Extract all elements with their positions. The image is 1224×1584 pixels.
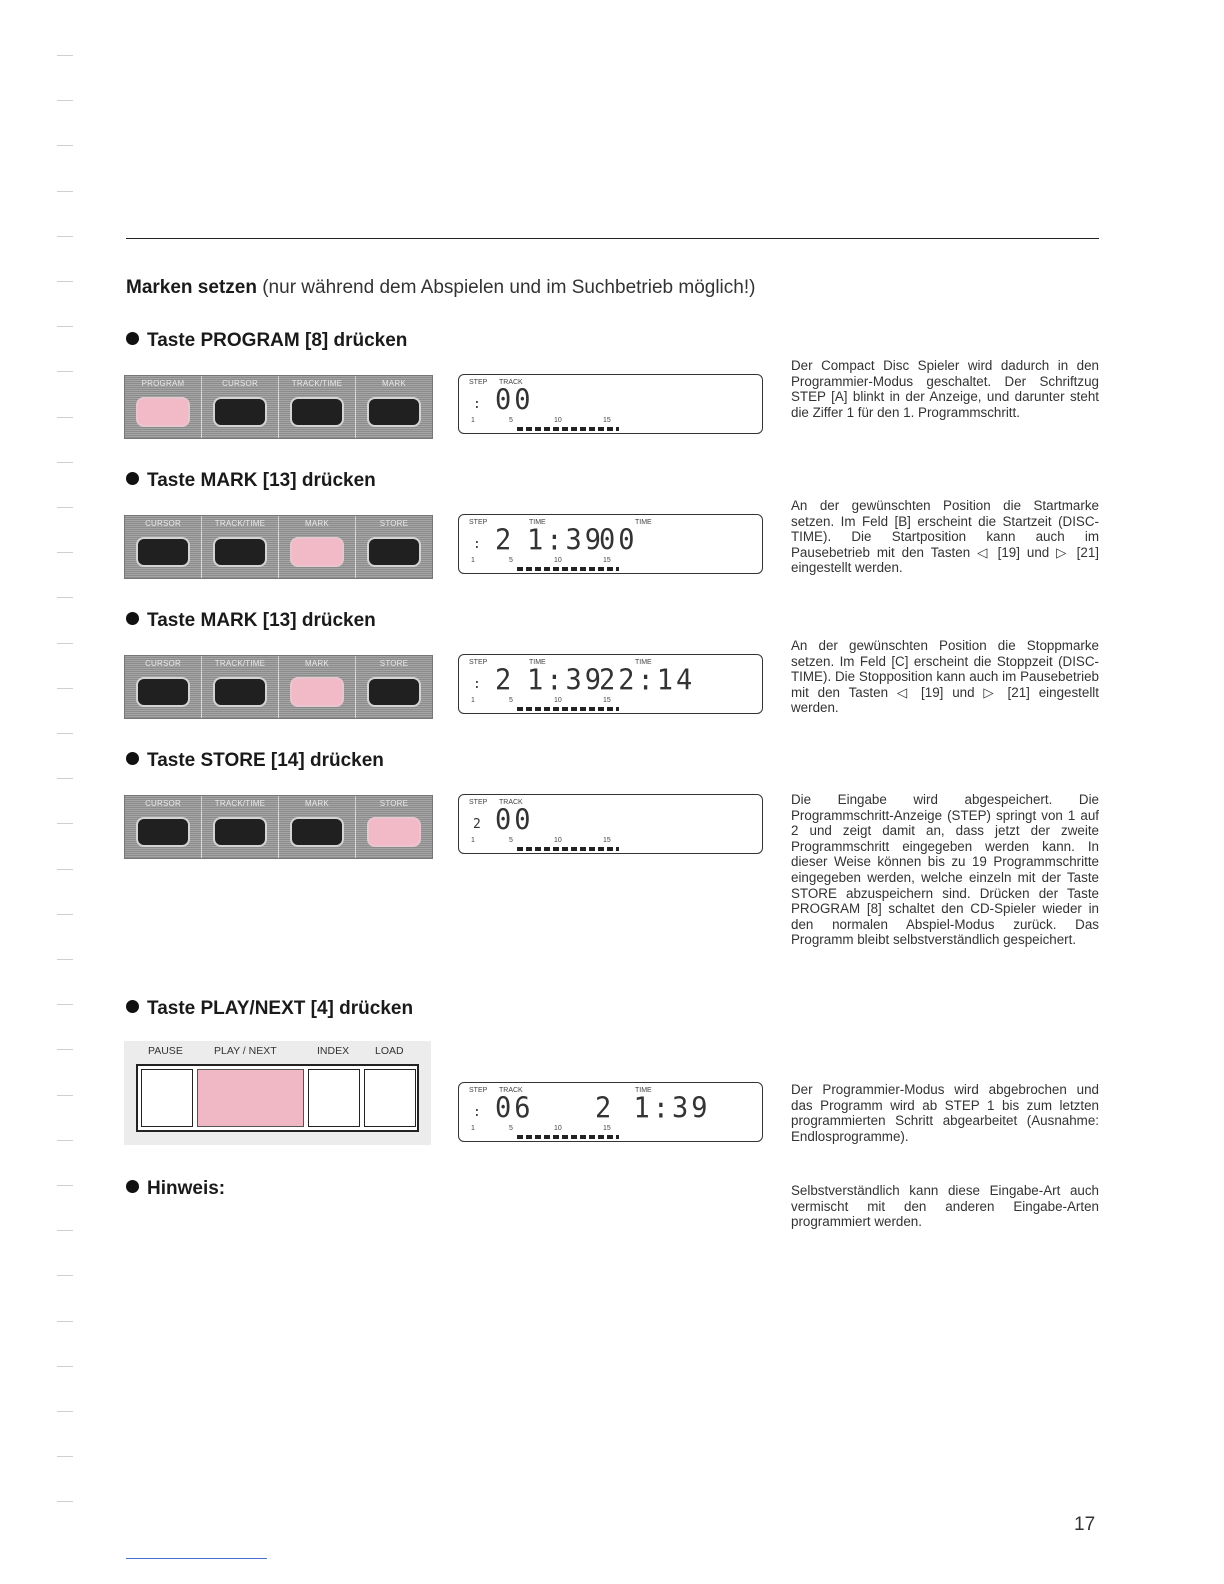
margin-tick [57,1185,73,1186]
margin-tick [57,1049,73,1050]
bullet-icon [126,472,139,485]
track-time-key [213,677,267,707]
margin-tick [57,326,73,327]
button-panel-mark [124,655,433,719]
margin-tick [57,914,73,915]
step-heading-play-next: Taste PLAY/NEXT [4] drücken [126,998,413,1020]
margin-tick [57,688,73,689]
margin-tick [57,823,73,824]
button-panel-program [124,375,433,439]
load-key [364,1069,416,1127]
margin-tick [57,1004,73,1005]
panel-label: TRACK/TIME [202,656,279,672]
store-key-pressed [367,817,421,847]
panel-label: TRACK/TIME [279,376,356,392]
margin-tick [57,145,73,146]
track-bar [517,567,619,571]
panel-label: CURSOR [202,376,279,392]
bullet-icon [126,1180,139,1193]
margin-tick [57,1095,73,1096]
margin-tick [57,1230,73,1231]
panel-label: STORE [379,659,409,668]
panel-label: INDEX [317,1045,350,1057]
track-bar [517,1135,619,1139]
note-heading: Hinweis: [126,1178,225,1200]
margin-tick [57,1366,73,1367]
margin-tick [57,462,73,463]
margin-tick [57,1411,73,1412]
panel-label: CURSOR [125,656,202,672]
panel-label: CURSOR [125,796,202,812]
cursor-key [136,677,190,707]
track-bar [517,707,619,711]
page-number: 17 [1074,1514,1096,1535]
panel-label: CURSOR [125,516,202,532]
margin-tick [57,371,73,372]
panel-label: MARK [382,379,406,388]
margin-tick [57,100,73,101]
panel-label: PROGRAM [125,376,202,392]
panel-label: STORE [379,519,409,528]
margin-tick [57,1321,73,1322]
margin-tick [57,55,73,56]
description-text: Der Programmier-Modus wird abgebrochen und das Programm wird ab STEP 1 bis zum letzten programmierten Schritt abgearbeitet (Ausnahme: Endlosprogramme). [791,1082,1099,1144]
margin-tick [57,417,73,418]
margin-tick [57,236,73,237]
program-key-pressed [136,397,190,427]
cursor-key [136,817,190,847]
track-time-key [213,537,267,567]
step-heading-mark-start: Taste MARK [13] drücken [126,470,376,492]
margin-tick [57,191,73,192]
panel-label: MARK [279,516,356,532]
section-title-bold: Marken setzen [126,277,257,298]
cursor-key [213,397,267,427]
panel-label: MARK [279,796,356,812]
margin-tick [57,281,73,282]
track-time-key [290,397,344,427]
margin-tick [57,597,73,598]
cursor-key [136,537,190,567]
panel-label: LOAD [375,1045,404,1057]
store-key [367,677,421,707]
mark-key [367,397,421,427]
section-title-subtitle: (nur während dem Abspielen und im Suchbetrieb möglich!) [262,277,756,298]
track-bar [517,427,619,431]
description-text: Der Compact Disc Spieler wird dadurch in den Programmier-Modus geschaltet. Der Schriftzug STEP [A] blinkt in der Anzeige, und darunter steht die Ziffer 1 für den 1. Programmschritt. [791,358,1099,420]
button-panel-mark [124,515,433,579]
margin-tick [57,1456,73,1457]
mark-key-pressed [290,537,344,567]
margin-tick [57,1501,73,1502]
lcd-display: STEP TIME TIME : 2 1:39 22:14 1 5 10 15 [458,654,763,714]
panel-label: TRACK/TIME [202,516,279,532]
bullet-icon [126,332,139,345]
button-panel-store [124,795,433,859]
margin-tick [57,778,73,779]
margin-tick [57,552,73,553]
panel-label: PAUSE [148,1045,183,1057]
track-bar [517,847,619,851]
lcd-display: STEP TRACK 2 00 1 5 10 15 [458,794,763,854]
horizontal-rule [126,238,1099,239]
bullet-icon [126,752,139,765]
pause-key [141,1069,193,1127]
margin-tick [57,643,73,644]
panel-label: TRACK/TIME [202,796,279,812]
description-text: An der gewünschten Position die Stoppmarke setzen. Im Feld [C] erscheint die Stoppzeit (DISC-TIME). Die Stopposition kann auch im Pausebetrieb mit den Tasten ◁ [19] und ▷ [21] eingestellt werden. [791,638,1099,716]
store-key [367,537,421,567]
panel-label: STORE [379,799,409,808]
panel-label: MARK [279,656,356,672]
margin-tick [57,1140,73,1141]
lcd-display: STEP TIME TIME : 2 1:39 00 1 5 10 15 [458,514,763,574]
bullet-icon [126,1000,139,1013]
mark-key [290,817,344,847]
margin-tick [57,733,73,734]
description-text: An der gewünschten Position die Startmarke setzen. Im Feld [B] erscheint die Startzeit (DISC-TIME). Die Startposition kann auch im Pausebetrieb mit den Tasten ◁ [19] und ▷ [21] eingestellt werden. [791,498,1099,576]
step-heading-mark-stop: Taste MARK [13] drücken [126,610,376,632]
footer-line [126,1558,267,1559]
margin-tick [57,959,73,960]
margin-tick [57,1275,73,1276]
bullet-icon [126,612,139,625]
track-time-key [213,817,267,847]
button-panel-play [124,1041,431,1145]
mark-key-pressed [290,677,344,707]
margin-tick [57,507,73,508]
lcd-display: STEP TRACK TIME : 06 2 1:39 1 5 10 15 [458,1082,763,1142]
margin-tick [57,869,73,870]
play-next-key-pressed [197,1069,304,1127]
note-text: Selbstverständlich kann diese Eingabe-Art auch vermischt mit den anderen Eingabe-Arten programmiert werden. [791,1183,1099,1230]
lcd-display: STEP TRACK : 00 1 5 10 15 [458,374,763,434]
index-key [308,1069,360,1127]
step-heading-program: Taste PROGRAM [8] drücken [126,330,407,352]
description-text: Die Eingabe wird abgespeichert. Die Programmschritt-Anzeige (STEP) springt von 1 auf 2 und zeigt damit an, dass jetzt der zweite Programmschritt eingegeben werden kann. In dieser Weise können bis zu 19 Programmschritte eingegeben werden, welche einzeln mit der Taste STORE abzuspeichern sind. Drücken der Taste PROGRAM [8] schaltet den CD-Spieler wieder in den normalen Abspiel-Modus zurück. Das Programm bleibt selbstverständlich gespeichert. [791,792,1099,948]
panel-label: PLAY / NEXT [214,1045,277,1057]
step-heading-store: Taste STORE [14] drücken [126,750,384,772]
section-title [126,277,755,299]
